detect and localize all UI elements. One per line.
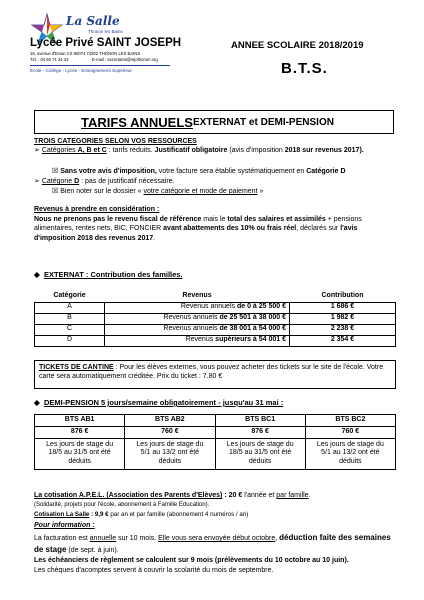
school-contact <box>30 57 170 62</box>
cantine-label: TICKETS DE CANTINE <box>39 364 114 371</box>
pointing-hand-icon: ☒ <box>52 188 61 195</box>
facturation-paragraph: La facturation est annuelle sur 10 mois. Elle vous sera envoyée début octobre, déduction faite des semaines de stage (de sept. à juin). <box>34 533 391 554</box>
info-heading: Pour information : <box>34 522 95 529</box>
apel-paragraph: La cotisation A.P.E.L. (Association des Parents d'Elèves) : 20 € l'année et par famille. <box>34 492 311 499</box>
logo-divider <box>30 65 170 66</box>
arrow-bullet-icon: ➢ <box>34 178 42 185</box>
externat-table <box>34 291 396 347</box>
apel-sub: (Solidarité, projets pour l'école, abonnement à Famille Education). <box>34 502 210 508</box>
logo-lasalle-text: La Salle <box>66 14 120 28</box>
cheques-paragraph: Les chèques d'acomptes servent à couvrir la scolarité du mois de septembre. <box>34 567 274 574</box>
school-year-heading: ANNEE SCOLAIRE 2018/2019 <box>231 40 364 51</box>
table-row: C Revenus annuels de 38 001 à 54 000 € 2 238 € <box>35 324 396 335</box>
bts-heading: B.T.S. <box>281 60 328 77</box>
table-header-row: BTS AB1 BTS AB2 BTS BC1 BTS BC2 <box>35 415 396 427</box>
page-subtitle: EXTERNAT et DEMI-PENSION <box>193 117 334 128</box>
lasalle-paragraph: Cotisation La Salle : 9,9 € par an et par famille (abonnement 4 numéros / an) <box>34 511 249 518</box>
table-row: D Revenus supérieurs à 54 001 € 2 354 € <box>35 335 396 346</box>
school-logo-block <box>30 12 210 92</box>
revenus-heading: Revenus à prendre en considération : <box>34 206 160 213</box>
cantine-text: : Pour les élèves externes, vous pouvez acheter des tickets sur le site de l'école. Votre carte sera automatiquement créditée. Prix du ticket : 7.80 € <box>39 364 384 380</box>
school-address: 16, avenue d'Evian CS 80074 74202 THONON LES BAINS <box>30 51 141 56</box>
col-revenus: Revenus <box>105 291 290 302</box>
school-email: E-mail : secretariat@stjothonon.org <box>92 57 158 62</box>
table-header-row <box>35 291 396 302</box>
arrow-bullet-icon: ➢ <box>34 147 42 154</box>
lycee-name: Lycée Privé SAINT JOSEPH <box>30 37 182 49</box>
sans-avis-paragraph: ☒ Sans votre avis d'imposition, votre facture sera établie systématiquement en Catégorie D <box>52 168 346 175</box>
pointing-hand-icon: ☒ <box>52 168 61 175</box>
demi-pension-heading: ◆ DEMI-PENSION 5 jours/semaine obligatoirement - jusqu'au 31 mai : <box>34 398 284 407</box>
table-row: Les jours de stage du 18/5 au 31/5 ont été déduits Les jours de stage du 5/1 au 13/2 ont été déduits Les jours de stage du 18/5 au 31/5 ont été déduits Les jours de stage du 5/1 au 13/2 ont été déduits <box>35 438 396 469</box>
table-row: A Revenus annuels de 0 à 25 500 € 1 686 € <box>35 302 396 313</box>
categories-heading: TROIS CATEGORIES SELON VOS RESSOURCES <box>34 138 197 145</box>
cantine-box <box>34 360 396 389</box>
diamond-bullet-icon: ◆ <box>34 270 44 279</box>
revenus-paragraph: Nous ne prenons pas le revenu fiscal de référence mais le total des salaires et assimilés + pensions alimentaires, rentes nets, BIC, FONCIER avant abattements des 10% ou frais réel, déclarés sur l'avis d'imposition 2018 des revenus 2017. <box>34 216 362 242</box>
bien-noter-paragraph: ☒ Bien noter sur le dossier « votre catégorie et mode de paiement » <box>52 188 264 195</box>
category-abc-paragraph: ➢ Catégories A, B et C : tarifs réduits. Justificatif obligatoire (avis d'imposition 2018 sur revenus 2017). <box>34 147 364 154</box>
col-categorie: Catégorie <box>35 291 105 302</box>
demi-pension-table <box>34 414 396 470</box>
school-phone: Tél. : 04 50 71 34 43 <box>30 57 69 62</box>
category-d-paragraph: ➢ Catégorie D : pas de justificatif nécessaire. <box>34 178 175 185</box>
diamond-bullet-icon: ◆ <box>34 398 44 407</box>
page-title: TARIFS ANNUELS <box>81 115 193 130</box>
externat-heading: ◆ EXTERNAT : Contribution des familles. <box>34 270 183 279</box>
col-contribution: Contribution <box>290 291 396 302</box>
table-row: 876 € 760 € 876 € 760 € <box>35 426 396 438</box>
logo-subtitle: Ecole - Collège - Lycée - Enseignement Supérieur <box>30 68 132 73</box>
logo-thonon-text: Thonon les Bains <box>88 29 123 34</box>
echeanciers-paragraph: Les échéanciers de règlement se calculent sur 9 mois (prélèvements du 10 octobre au 10 juin). <box>34 557 349 564</box>
title-box <box>34 110 394 134</box>
table-row: B Revenus annuels de 25 501 à 38 000 € 1 982 € <box>35 313 396 324</box>
